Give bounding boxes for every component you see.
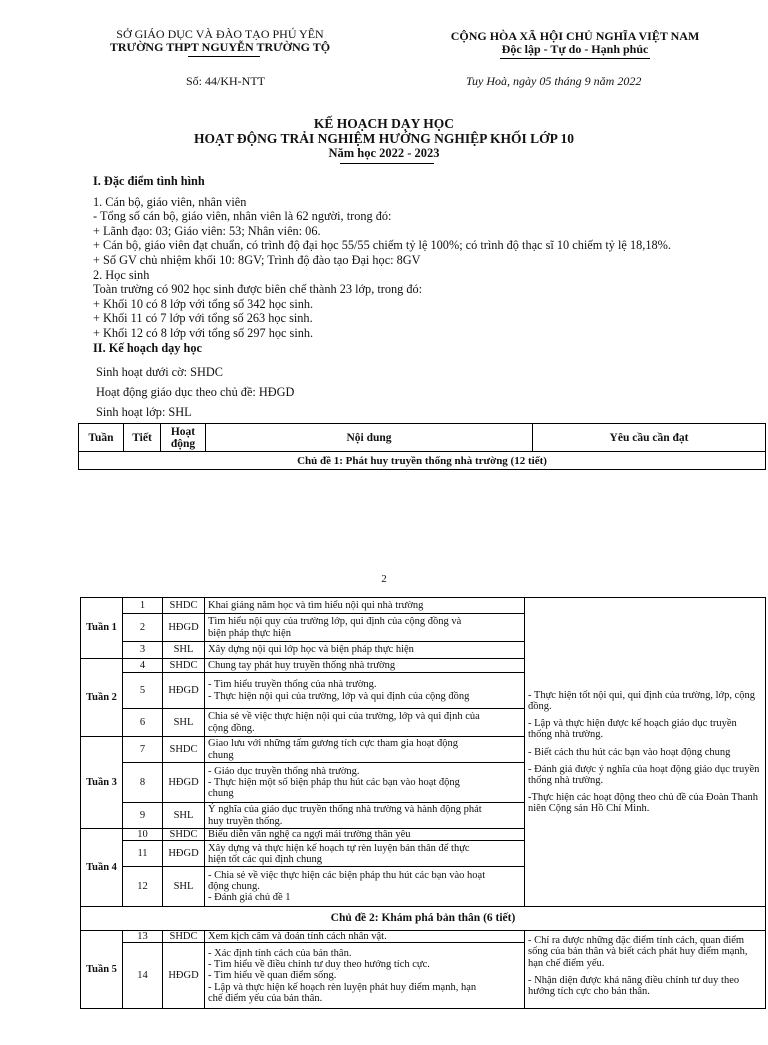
school-name: TRƯỜNG THPT NGUYỄN TRƯỜNG TỘ	[109, 40, 331, 54]
plan-table-header	[78, 423, 766, 470]
abbreviation-line: Sinh hoạt dưới cờ: SHDC	[96, 365, 223, 379]
content-line: Ý nghĩa của giáo dục truyền thống nhà trường và hành động phát	[208, 804, 482, 816]
section-1-line: + Cán bộ, giáo viên đạt chuẩn, có trình độ đại học 55/55 chiếm tỷ lệ 100%; có trình độ thạc sĩ 10 chiếm tỷ lệ 18,18%.	[93, 238, 671, 253]
content-line: Chia sẻ về việc thực hiện nội qui của trường, lớp và qui định của	[208, 711, 480, 723]
activity-type: SHL	[163, 709, 205, 737]
requirement-item: - Đánh giá được ý nghĩa của hoạt động giáo dục truyền thống nhà trường.	[528, 763, 760, 786]
col-content-header: Nội dung	[206, 424, 533, 452]
activity-type: SHL	[163, 642, 205, 659]
content-line: - Tìm hiểu về quan điểm sống.	[208, 970, 337, 982]
issuing-authority	[80, 28, 360, 54]
col-activity-header	[161, 424, 206, 452]
content-line: Chung tay phát huy truyền thống nhà trường	[208, 659, 396, 671]
content-cell	[205, 841, 525, 867]
content-cell	[205, 867, 525, 907]
content-cell	[205, 943, 525, 1009]
content-line: Khai giảng năm học và tìm hiểu nội qui nhà trường	[208, 599, 424, 611]
period-number: 11	[123, 841, 163, 867]
activity-type: HĐGD	[163, 943, 205, 1009]
page-2	[0, 597, 768, 1045]
period-number: 7	[123, 737, 163, 763]
title-line-1: KẾ HOẠCH DẠY HỌC	[313, 116, 455, 131]
content-line: - Đánh giá chủ đề 1	[208, 892, 291, 904]
content-cell	[205, 598, 525, 614]
content-cell	[205, 763, 525, 803]
topic-2-heading: Chủ đề 2: Khám phá bản thân (6 tiết)	[81, 907, 766, 931]
content-line: hiện tốt các qui định chung	[208, 853, 323, 865]
activity-type: SHDC	[163, 829, 205, 841]
department-name: SỞ GIÁO DỤC VÀ ĐÀO TẠO PHÚ YÊN	[116, 27, 324, 41]
document-title	[0, 116, 768, 161]
abbreviations	[96, 362, 294, 422]
week-label: Tuần 5	[81, 931, 123, 1009]
col-activity-header-line: động	[170, 437, 196, 450]
table-row	[81, 907, 766, 931]
period-number: 6	[123, 709, 163, 737]
week-label: Tuần 4	[81, 829, 123, 907]
content-cell	[205, 709, 525, 737]
content-line: chung	[208, 749, 234, 761]
content-line: - Thực hiện nội qui của trường, lớp và qui định của cộng đồng	[208, 690, 470, 702]
content-cell	[205, 803, 525, 829]
period-number: 4	[123, 659, 163, 673]
period-number: 14	[123, 943, 163, 1009]
content-line: Tìm hiểu nội quy của trường lớp, qui định của cộng đồng và	[208, 616, 462, 628]
content-line: chung	[208, 788, 234, 800]
period-number: 9	[123, 803, 163, 829]
section-1-line: - Tổng số cán bộ, giáo viên, nhân viên là 62 người, trong đó:	[93, 209, 392, 224]
period-number: 8	[123, 763, 163, 803]
title-line-3: Năm học 2022 - 2023	[328, 146, 440, 160]
document-date: Tuy Hoà, ngày 05 tháng 9 năm 2022	[466, 74, 642, 88]
title-line-2: HOẠT ĐỘNG TRẢI NGHIỆM HƯỚNG NGHIỆP KHỐI LỚP 10	[193, 131, 575, 146]
section-1	[93, 174, 753, 355]
section-2-heading: II. Kế hoạch dạy học	[93, 340, 202, 355]
content-line: chế điểm yếu của bản thân.	[208, 992, 323, 1004]
content-line: cộng đồng.	[208, 722, 255, 734]
section-1-line: + Khối 11 có 7 lớp với tổng số 263 học sinh.	[93, 311, 313, 326]
period-number: 12	[123, 867, 163, 907]
activity-type: HĐGD	[163, 614, 205, 642]
activity-type: SHDC	[163, 737, 205, 763]
section-1-line: + Khối 12 có 8 lớp với tổng số 297 học sinh.	[93, 325, 314, 340]
col-week-header: Tuần	[79, 424, 124, 452]
content-cell	[205, 931, 525, 943]
week-label: Tuần 2	[81, 659, 123, 737]
content-line: Xây dựng nội qui lớp học và biện pháp thực hiện	[208, 644, 414, 656]
content-line: Xây dựng và thực hiện kế hoạch tự rèn luyện bản thân để thực	[208, 842, 470, 854]
content-cell	[205, 659, 525, 673]
activity-type: HĐGD	[163, 763, 205, 803]
topic-1-heading: Chủ đề 1: Phát huy truyền thống nhà trường (12 tiết)	[79, 452, 766, 470]
requirements-topic-2	[525, 931, 766, 1009]
abbreviation-line: Sinh hoạt lớp: SHL	[96, 405, 192, 419]
period-number: 5	[123, 673, 163, 709]
content-cell	[205, 614, 525, 642]
requirement-item: - Thực hiện tốt nội qui, qui định của trường, lớp, cộng đồng.	[528, 689, 756, 712]
content-line: Giao lưu với những tấm gương tích cực tham gia hoạt động	[208, 738, 458, 750]
requirement-item: - Biết cách thu hút các bạn vào hoạt động chung	[528, 746, 731, 758]
period-number: 1	[123, 598, 163, 614]
document-number: Số: 44/KH-NTT	[186, 74, 265, 88]
national-motto	[405, 30, 745, 56]
section-1-line: Toàn trường có 902 học sinh được biên chế thành 23 lớp, trong đó:	[93, 282, 423, 297]
section-1-line: 2. Học sinh	[93, 267, 150, 282]
abbreviation-line: Hoạt động giáo dục theo chủ đề: HĐGD	[96, 385, 295, 399]
plan-table	[80, 597, 766, 1009]
requirement-item: - Chỉ ra được những đặc điểm tính cách, quan điểm sống của bản thân và biết cách phát huy điểm mạnh, hạn chế điểm yếu.	[528, 935, 748, 969]
header-divider-left	[188, 56, 260, 57]
content-line: - Lập và thực hiện kế hoạch rèn luyện phát huy điểm mạnh, hạn	[208, 981, 477, 993]
col-activity-header-line: Hoạt	[170, 425, 196, 438]
section-1-line: 1. Cán bộ, giáo viên, nhân viên	[93, 194, 247, 209]
content-line: - Xác định tính cách của bản thân.	[208, 947, 352, 959]
header-divider-right	[500, 58, 650, 59]
section-1-line: + Lãnh đạo: 03; Giáo viên: 53; Nhân viên: 06.	[93, 223, 321, 238]
content-line: Xem kịch câm và đoán tính cách nhân vật.	[208, 931, 387, 943]
table-row	[81, 931, 766, 943]
content-line: - Chia sẻ về việc thực hiện các biện pháp thu hút các bạn vào hoạt	[208, 869, 486, 881]
content-cell	[205, 673, 525, 709]
country-name: CỘNG HÒA XÃ HỘI CHỦ NGHĨA VIỆT NAM	[450, 29, 700, 43]
col-period-header: Tiết	[124, 424, 161, 452]
content-cell	[205, 829, 525, 841]
activity-type: SHL	[163, 803, 205, 829]
activity-type: SHDC	[163, 931, 205, 943]
title-underline	[340, 163, 434, 164]
activity-type: HĐGD	[163, 841, 205, 867]
activity-type: HĐGD	[163, 673, 205, 709]
week-label: Tuần 1	[81, 598, 123, 659]
requirement-item: -Thực hiện các hoạt động theo chủ đề của Đoàn Thanh niên Cộng sản Hồ Chí Minh.	[528, 792, 758, 815]
content-line: - Tìm hiểu truyền thống của nhà trường.	[208, 679, 377, 691]
week-label: Tuần 3	[81, 737, 123, 829]
section-1-heading: I. Đặc điểm tình hình	[93, 174, 205, 188]
page-1	[0, 0, 768, 478]
activity-type: SHDC	[163, 598, 205, 614]
requirement-item: - Nhận diện được khả năng điều chỉnh tư duy theo hướng tích cực cho bản thân.	[528, 974, 740, 998]
period-number: 3	[123, 642, 163, 659]
content-line: động chung.	[208, 881, 260, 893]
section-1-line: + Số GV chủ nhiệm khối 10: 8GV; Trình độ đào tạo Đại học: 8GV	[93, 252, 421, 267]
period-number: 13	[123, 931, 163, 943]
requirements-topic-1	[525, 598, 766, 907]
content-cell	[205, 737, 525, 763]
period-number: 10	[123, 829, 163, 841]
content-line: - Thực hiện một số biện pháp thu hút các bạn vào hoạt động	[208, 776, 460, 788]
content-line: huy truyền thống.	[208, 815, 283, 827]
section-1-line: + Khối 10 có 8 lớp với tổng số 342 học sinh.	[93, 296, 314, 311]
motto: Độc lập - Tự do - Hạnh phúc	[501, 42, 649, 56]
table-row	[81, 598, 766, 614]
requirement-item: - Lập và thực hiện được kế hoạch giáo dục truyền thống nhà trường.	[528, 718, 737, 741]
col-requirement-header: Yêu cầu cần đạt	[533, 424, 766, 452]
content-line: Biểu diễn văn nghệ ca ngợi mái trường thân yêu	[208, 829, 411, 840]
activity-type: SHL	[163, 867, 205, 907]
content-cell	[205, 642, 525, 659]
content-line: - Giáo dục truyền thống nhà trường.	[208, 765, 360, 777]
page-number: 2	[381, 573, 387, 585]
activity-type: SHDC	[163, 659, 205, 673]
content-line: - Tìm hiểu về điều chỉnh tư duy theo hướng tích cực.	[208, 959, 430, 971]
content-line: biện pháp thực hiện	[208, 627, 291, 639]
period-number: 2	[123, 614, 163, 642]
